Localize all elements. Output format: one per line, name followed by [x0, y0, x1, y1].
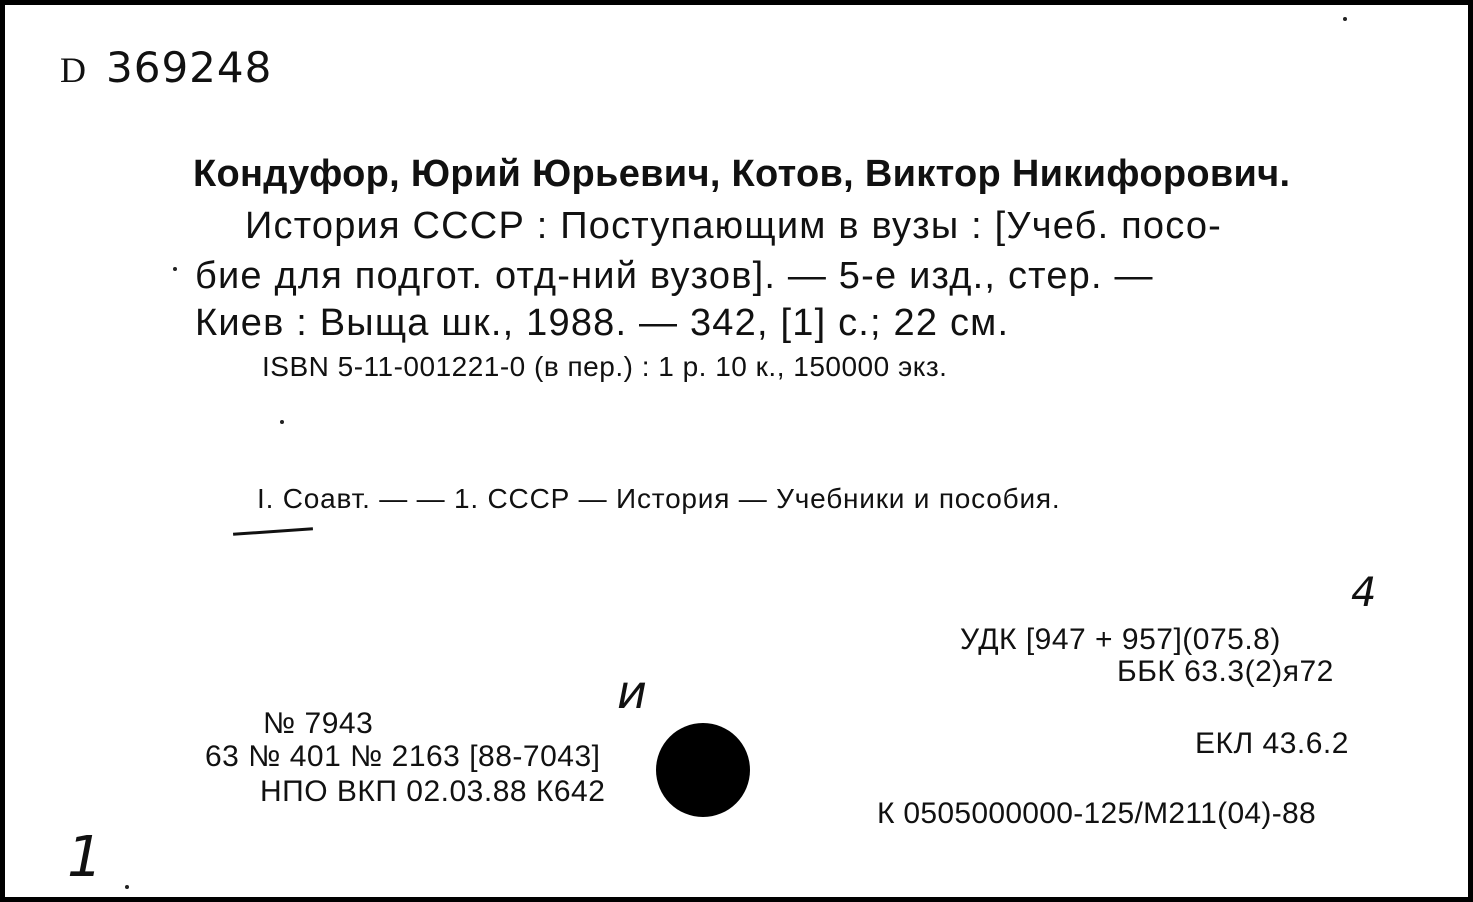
- bbk-code: ББК 63.3(2)я72: [1117, 655, 1334, 688]
- pencil-underline: [233, 527, 313, 536]
- isbn-line: ISBN 5-11-001221-0 (в пер.) : 1 р. 10 к., 150000 экз.: [262, 351, 948, 382]
- subject-tracing: I. Соавт. — — 1. СССР — История — Учебники и пособия.: [257, 483, 1061, 514]
- handwritten-correction: 4: [1351, 570, 1377, 616]
- handwritten-card-index: 1: [67, 825, 103, 890]
- authors-heading: Кондуфор, Юрий Юрьевич, Котов, Виктор Никифорович.: [193, 153, 1291, 195]
- k-code: К 0505000000-125/М211(04)-88: [877, 797, 1316, 830]
- speck: [1343, 17, 1347, 21]
- card-number-prefix: D: [60, 50, 86, 90]
- speck: [280, 420, 284, 424]
- udk-code: УДК [947 + 957](075.8): [960, 623, 1281, 656]
- card-number-value: 369248: [106, 43, 273, 92]
- speck: [125, 885, 129, 889]
- title-line-1: История СССР : Поступающим в вузы : [Учеб. посо-: [245, 205, 1223, 247]
- ekl-code: ЕКЛ 43.6.2: [1195, 727, 1349, 760]
- handwritten-mark: и: [617, 665, 647, 719]
- speck: [173, 267, 177, 271]
- order-line-2: 63 № 401 № 2163 [88-7043]: [205, 740, 601, 773]
- ink-blot: [656, 723, 750, 817]
- order-line-1: № 7943: [263, 707, 374, 740]
- title-line-2: бие для подгот. отд-ний вузов]. — 5-е изд., стер. —: [195, 255, 1154, 297]
- card-number: [60, 43, 272, 93]
- title-line-3: Киев : Выща шк., 1988. — 342, [1] с.; 22 см.: [195, 302, 1010, 344]
- order-line-3: НПО ВКП 02.03.88 К642: [260, 775, 606, 808]
- catalog-card: [5, 5, 1468, 897]
